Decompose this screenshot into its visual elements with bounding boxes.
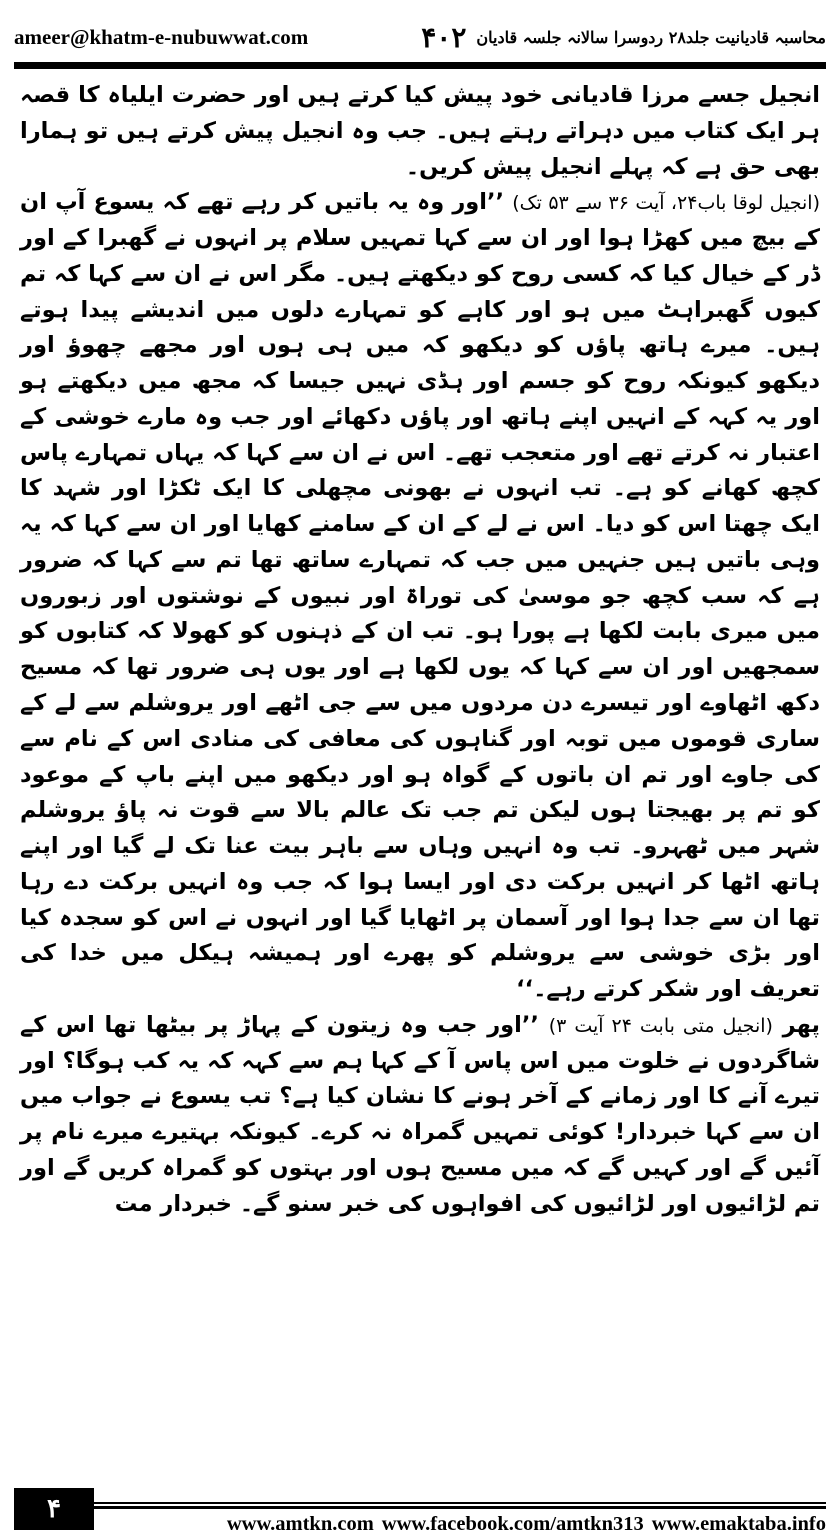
paragraph-intro: انجیل جسے مرزا قادیانی خود پیش کیا کرتے ہیں اور حضرت ایلیاہ کا قصہ ہر ایک کتاب میں دہراتے رہتے ہیں۔ جب وہ انجیل پیش کرتے ہیں تو ہمارا بھی حق ہے کہ پہلے انجیل پیش کریں۔	[20, 82, 820, 180]
header-email: ameer@khatm-e-nubuwwat.com	[14, 24, 309, 49]
footer-link-facebook[interactable]: www.facebook.com/amtkn313	[381, 1512, 644, 1535]
header-rule	[14, 62, 826, 69]
footer-link-emaktaba[interactable]: www.emaktaba.info	[651, 1512, 826, 1535]
footer-links	[227, 1510, 826, 1538]
reference-matthew: (انجیل متی بابت ۲۴ آیت ۳)	[548, 1014, 773, 1037]
quote-luke: ’’اور وہ یہ باتیں کر رہے تھے کہ یسوع آپ ان کے بیچ میں کھڑا ہوا اور ان سے کہا تمہیں سلام پر انہوں نے گھبرا کے اور ڈر کے خیال کیا کہ کسی روح کو دیکھتے ہیں۔ مگر اس نے ان سے کہا کہ تم کیوں گھبراہٹ میں ہو اور کاہے کو تمہارے دلوں میں اندیشے پیدا ہوتے ہیں۔ میرے ہاتھ پاؤں کو دیکھو کہ میں ہی ہوں اور مجھے چھوؤ اور دیکھو کیونکہ روح کو جسم اور ہڈی نہیں جیسا کہ مجھ میں دیکھتے ہو اور یہ کہہ کے انہیں اپنے ہاتھ اور پاؤں دکھائے اور جب وہ مارے خوشی کے اعتبار نہ کرتے تھے اور متعجب تھے۔ اس نے ان سے کہا کہ یہاں تمہارے پاس کچھ کھانے کو ہے۔ تب انہوں نے بھونی مچھلی کا ایک ٹکڑا اور شہد کا ایک چھتا اس کو دیا۔ اس نے لے کے ان کے سامنے کھایا اور ان سے کہا کہ یہ وہی باتیں ہیں جنہیں میں جب کہ تمہارے ساتھ تھا تم سے کہا کہ ضرور ہے کہ سب کچھ جو موسیٰ کی توراۃ اور نبیوں کے نوشتوں اور زبوروں میں میری بابت لکھا ہے پورا ہو۔ تب ان کے ذہنوں کو کھولا کہ کتابوں کو سمجھیں اور ان سے کہا کہ یوں لکھا ہے اور یوں ہی ضرور تھا کہ مسیح دکھ اٹھاوے اور تیسرے دن مردوں میں سے جی اٹھے اور یروشلم سے لے کے ساری قوموں میں توبہ اور گناہوں کی معافی کی منادی اس کے نام سے کی جاوے اور تم ان باتوں کے گواہ ہو اور دیکھو میں اپنے باپ کے موعود کو تم پر بھیجتا ہوں لیکن تم جب تک عالم بالا سے قوت نہ پاؤ یروشلم شہر میں ٹھہرو۔ تب وہ انہیں وہاں سے باہر بیت عنا تک لے گیا اور اپنے ہاتھ اٹھا کر انہیں برکت دی اور ایسا ہوا کہ جب وہ انہیں برکت دے رہا تھا ان سے جدا ہوا اور آسمان پر اٹھایا گیا اور انہوں نے اس کو سجدہ کیا اور بڑی خوشی سے یروشلم کو پھرے اور ہمیشہ ہیکل میں خدا کی تعریف اور شکر کرتے رہے۔‘‘	[20, 189, 820, 1003]
prefix-then: پھر	[782, 1011, 820, 1038]
header-title: محاسبہ قادیانیت جلد۲۸ ردوسرا سالانہ جلسہ قادیان	[476, 27, 826, 47]
header-page-number: ۴۰۲	[421, 20, 467, 54]
footer-link-amtkn[interactable]: www.amtkn.com	[226, 1512, 374, 1535]
footer-rule-thick	[14, 1506, 826, 1509]
reference-luke: (انجیل لوقا باب۲۴، آیت ۳۶ سے ۵۳ تک)	[512, 192, 820, 215]
paragraph-matthew	[20, 1008, 820, 1223]
header-title-group	[421, 21, 826, 54]
footer-page-number: ۴	[14, 1488, 94, 1530]
footer-rule	[14, 1502, 826, 1504]
paragraph-luke	[20, 185, 820, 1008]
page-header	[14, 14, 826, 60]
quote-matthew: ’’اور جب وہ زیتون کے پہاڑ پر بیٹھا تھا اس کے شاگردوں نے خلوت میں اس پاس آ کے کہا ہم سے کہہ کہ یہ کب ہوگا؟ اور تیرے آنے کا اور زمانے کے آخر ہونے کا نشان کیا ہے؟ تب یسوع نے جواب میں ان سے کہا خبردار! کوئی تمہیں گمراہ نہ کرے۔ کیونکہ بہتیرے میرے نام پر آئیں گے اور کہیں گے کہ میں مسیح ہوں اور بہتوں کو گمراہ کریں گے اور تم لڑائیوں اور لڑائیوں کی افواہوں کی خبر سنو گے۔ خبردار مت	[20, 1011, 820, 1217]
page-body	[20, 78, 820, 1458]
